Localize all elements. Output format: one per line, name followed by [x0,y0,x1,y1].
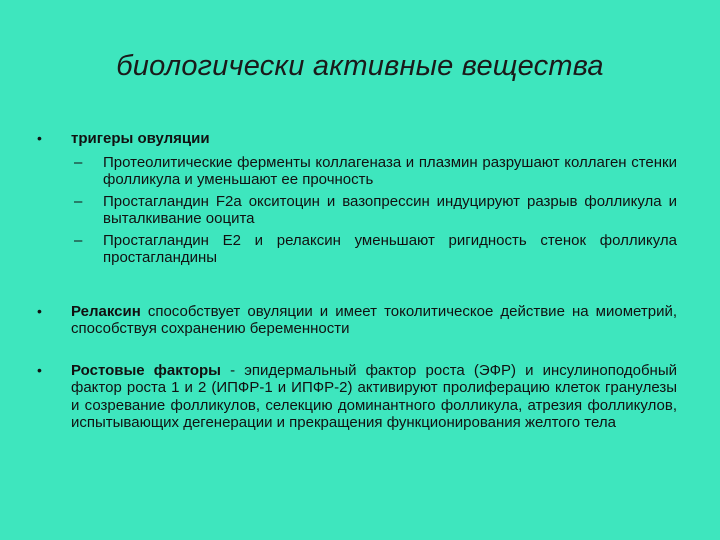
dash-icon: – [74,153,83,171]
slide-content [37,130,677,432]
bullet-relaxin [37,303,677,338]
sub-item [71,232,677,267]
sub-item-text: Протеолитические ферменты коллагеназа и плазмин разрушают коллаген стенки фолликула и уменьшают ее прочность [103,153,677,188]
sub-item-text: Простагландин F2a окситоцин и вазопрессин индуцируют разрыв фолликула и выталкивание ооцита [103,192,677,227]
bullet-heading: тригеры овуляции [71,130,210,147]
dash-icon: – [74,192,83,210]
bullet-text: - эпидермальный фактор роста (ЭФР) и инсулиноподобный фактор роста 1 и 2 (ИПФР-1 и ИПФР-2) активируют пролиферацию клеток гранулезы и созревание фолликулов, селекцию доминантного фолликула, атрезия фолликулов, испытывающих дегенерации и прекращения функционирования желтого тела [71,361,677,431]
sub-item [71,193,677,228]
bullet-text: способствует овуляции и имеет токолитическое действие на миометрий, способствуя сохранению беременности [71,302,677,337]
bullet-triggers [37,130,677,267]
bullet-icon: • [37,302,42,319]
bullet-icon: • [37,361,42,378]
bullet-heading: Ростовые факторы [71,361,221,379]
sub-item-text: Простагландин E2 и релаксин уменьшают ригидность стенок фолликула простагландины [103,231,677,266]
bullet-growth-factors [37,362,677,432]
dash-icon: – [74,231,83,249]
slide-title: биологически активные вещества [116,50,604,82]
bullet-icon: • [37,130,42,146]
bullet-heading: Релаксин [71,302,141,320]
sub-list [71,154,677,267]
sub-item [71,154,677,189]
